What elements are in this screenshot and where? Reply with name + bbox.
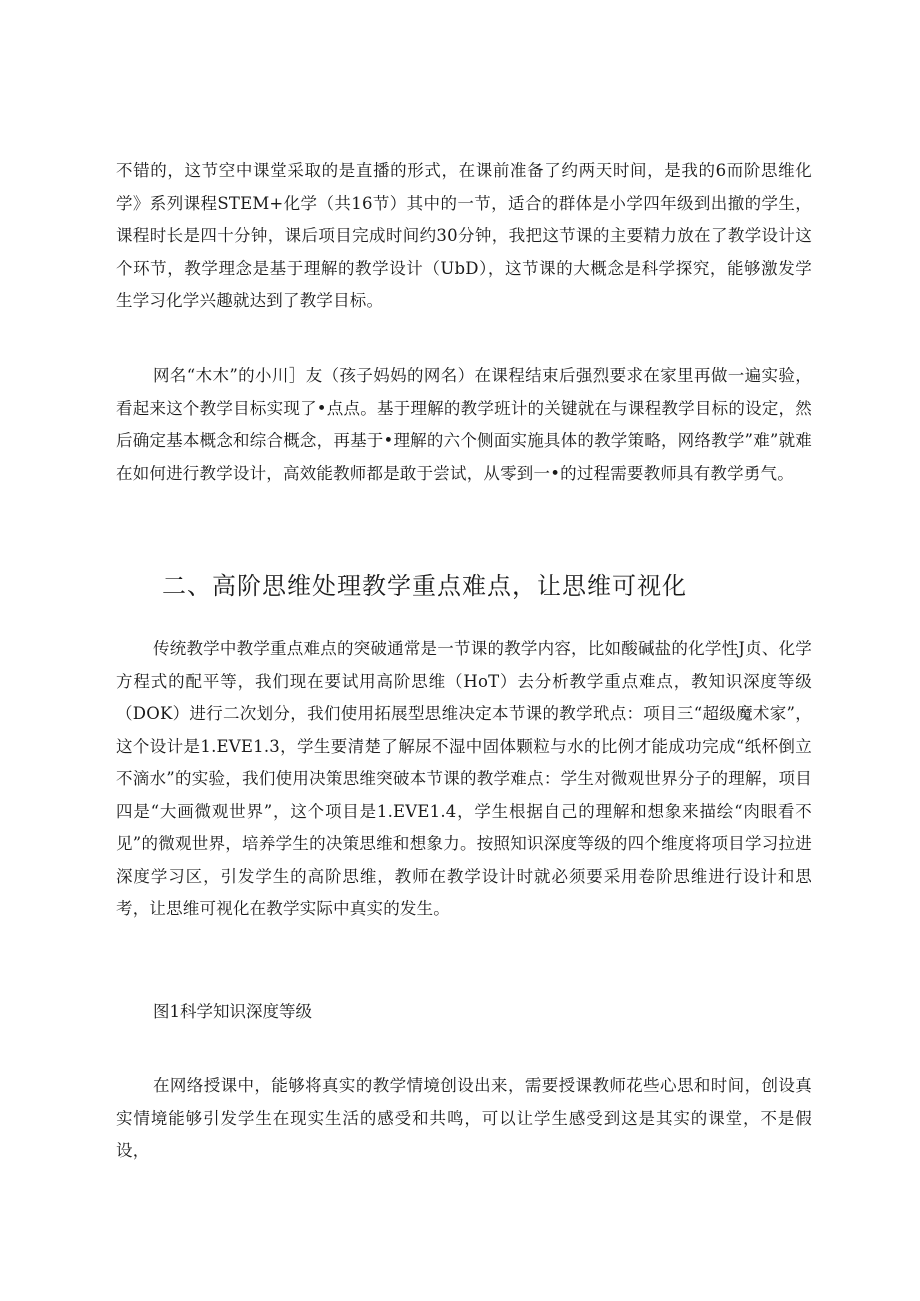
body-paragraph: 不错的，这节空中课堂采取的是直播的形式，在课前准备了约两天时间，是我的6而阶思维化学》系列课程STEM+化学（共16节）其中的一节，适合的群体是小学四年级到出撤的学生，课程时长是四十分钟，课后项目完成时间约30分钟，我把这节课的主要精力放在了教学设计这个环节，教学理念是基于理解的教学设计（UbD），这节课的大概念是科学探究，能够激发学生学习化学兴趣就达到了教学目标。 [116, 161, 812, 310]
body-paragraph: 网名“木木”的小川］友（孩子妈妈的网名）在课程结束后强烈要求在家里再做一遍实验，看起来这个教学目标实现了•点点。基于理解的教学班计的关键就在与课程教学目标的设定，然后确定基本概念和综合概念，再基于•理解的六个侧面实施具体的教学策略，网络教学”难”就难在如何进行教学设计，高效能教师都是敢于尝试，从零到一•的过程需要教师具有教学勇气。 [116, 366, 812, 483]
body-paragraph: 在网络授课中，能够将真实的教学情境创设出来，需要授课教师花些心思和时间，创设真实情境能够引发学生在现实生活的感受和共鸣，可以让学生感受到这是其实的课堂，不是假设， [116, 1076, 812, 1160]
body-paragraph: 传统教学中教学重点难点的突破通常是一节课的教学内容，比如酸碱盐的化学性J贞、化学方程式的配平等，我们现在要试用高阶思维（HoT）去分析教学重点难点，教知识深度等级（DOK）进行二次划分，我们使用拓展型思维决定本节课的教学玳点：项目三“超级魔术家”，这个设计是1.EVE1.3，学生要清楚了解尿不湿中固体颗粒与水的比例才能成功完成“纸杯倒立不滴水”的实验，我们使用决策思维突破本节课的教学难点：学生对微观世界分子的理解，项目四是“大画微观世界”，这个项目是1.EVE1.4，学生根据自己的理解和想象来描绘“肉眼看不见”的微观世界，培养学生的决策思维和想象力。按照知识深度等级的四个维度将项目学习拉进深度学习区，引发学生的高阶思维，教师在教学设计时就必须要采用卷阶思维进行设计和思考，让思维可视化在教学实际中真实的发生。 [116, 639, 812, 918]
figure-caption: 图1科学知识深度等级 [153, 1002, 312, 1021]
section-heading: 二、高阶思维处理教学重点难点，让思维可视化 [162, 572, 687, 600]
